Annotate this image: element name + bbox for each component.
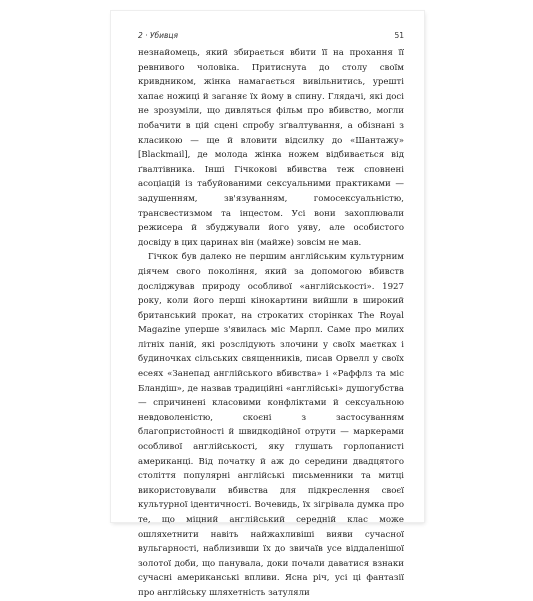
running-head	[138, 31, 404, 40]
book-page	[111, 11, 424, 598]
body-text	[138, 46, 404, 601]
paragraph: Гічкок був далеко не першим англійським культурним діячем свого покоління, який за допомогою вбивств досліджував природу особливої «англійськості». 1927 року, коли його перші кінокартини вийшли в широкий британський прокат, на строкатих сторінках The Royal Magazine уперше з'явилась міс Марпл. Саме про милих літніх паній, які розслідують злочини у своїх маєтках і будиночках сільських священників, писав Орвелл у своїх есеях «Занепад англійського вбивства» і «Раффлз та міс Бландіш», де назвав традиційні «англійські» душогубства — спричинені класовими конфліктами й сексуальною невдоволеністю, скоєні з застосуванням благопристойності й швидкодійної отрути — маркерами особливої англійськості, яку глушать горлопанисті американці. Від початку й аж до середини двадцятого століття популярні англійські письменники та митці використовували вбивства для підкреслення своєї культурної ідентичності. Вочевидь, їх зігрівала думка про те, що міцний англійський середній клас може ошляхетнити навіть найжахливіші вияви сучасної вульгарності, наблизивши їх до звичаїв усе віддаленішої золотої доби, що панувала, доки почали даватися взнаки сучасні американські впливи. Ясна річ, усі ці фантазії про англійську шляхетність затуляли	[138, 252, 404, 598]
chapter-title: 2 · Убивця	[138, 31, 179, 40]
page-number: 51	[394, 31, 404, 40]
paragraph: незнайомець, який збирається вбити її на прохання її ревнивого чоловіка. Притиснута до столу своїм кривдником, жінка намагається вивільнитись, урешті хапає ножиці й заганяє їх йому в спину. Глядачі, які досі не зрозуміли, що дивляться фільм про вбивство, могли побачити в цій сцені спробу зґвалтування, а обізнані з класикою — ще й вловити відсилку до «Шантажу» [Blackmail], де молода жінка ножем відбивається від ґвалтівника. Інші Гічкокові вбивства теж сповнені асоціацій із табуйованими сексуальними практиками — задушенням, зв'язуванням, гомосексуальністю, трансвестизмом та інцестом. Усі вони захоплювали режисера й збуджували його уяву, але особистого досвіду в цих царинах він (майже) зовсім не мав.	[138, 48, 404, 248]
